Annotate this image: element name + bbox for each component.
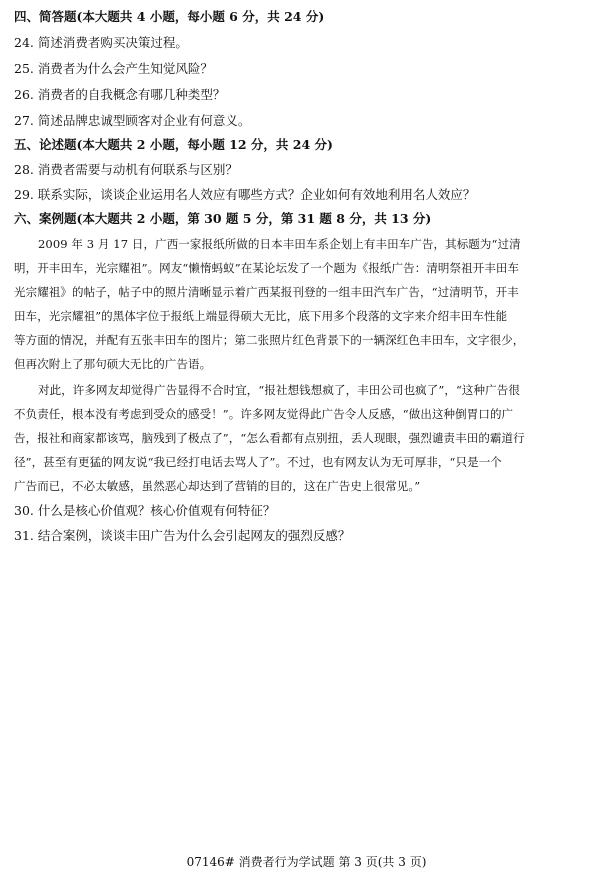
case-paragraph-1-line: 但再次附上了那句硕大无比的广告语。 xyxy=(14,357,212,371)
case-paragraph-1-line: 光宗耀祖》的帖子，帖子中的照片清晰显示着广西某报刊登的一组丰田汽车广告，“过清明节，开丰 xyxy=(14,285,519,299)
section-5-heading: 五、论述题(本大题共 2 小题，每小题 12 分，共 24 分) xyxy=(14,137,333,152)
question-31: 31. 结合案例，谈谈丰田广告为什么会引起网友的强烈反感？ xyxy=(14,528,351,543)
section-4-heading: 四、简答题(本大题共 4 小题，每小题 6 分，共 24 分) xyxy=(14,9,325,24)
case-paragraph-1-line: 田车，光宗耀祖”的黑体字位于报纸上端显得硕大无比，底下用多个段落的文字来介绍丰田车性能 xyxy=(14,309,508,323)
case-paragraph-1-line: 2009 年 3 月 17 日，广西一家报纸所做的日本丰田车系企划上有丰田车广告，其标题为“过清 xyxy=(38,237,521,251)
question-24: 24. 简述消费者购买决策过程。 xyxy=(14,35,188,50)
question-30: 30. 什么是核心价值观？核心价值观有何特征？ xyxy=(14,503,276,518)
case-paragraph-1-line: 等方面的情况，并配有五张丰田车的图片；第二张照片红色背景下的一辆深红色丰田车，文字很少， xyxy=(14,333,525,347)
case-paragraph-2-line: 对此，许多网友却觉得广告显得不合时宜，“报社想钱想疯了，丰田公司也疯了”，“这种广告很 xyxy=(38,383,520,397)
question-29: 29. 联系实际，谈谈企业运用名人效应有哪些方式？企业如何有效地利用名人效应？ xyxy=(14,187,476,202)
section-6-heading: 六、案例题(本大题共 2 小题，第 30 题 5 分，第 31 题 8 分，共 13 分) xyxy=(14,211,432,226)
question-25: 25. 消费者为什么会产生知觉风险？ xyxy=(14,61,213,76)
question-28: 28. 消费者需要与动机有何联系与区别？ xyxy=(14,162,238,177)
case-paragraph-1-line: 明，开丰田车，光宗耀祖”。网友“懒惰蚂蚁”在某论坛发了一个题为《报纸广告：清明祭祖开丰田车 xyxy=(14,261,520,275)
case-paragraph-2-line: 不负责任，根本没有考虑到受众的感受！”。许多网友觉得此广告令人反感，“做出这种倒胃口的广 xyxy=(14,407,514,421)
question-26: 26. 消费者的自我概念有哪几种类型？ xyxy=(14,87,226,102)
case-paragraph-2-line: 径”，甚至有更猛的网友说“我已经打电话去骂人了”。不过，也有网友认为无可厚非，“只是一个 xyxy=(14,455,502,469)
question-27: 27. 简述品牌忠诚型顾客对企业有何意义。 xyxy=(14,113,251,128)
page-footer: 07146# 消费者行为学试题 第 3 页(共 3 页) xyxy=(186,855,427,869)
case-paragraph-2-line: 广告而已，不必太敏感，虽然恶心却达到了营销的目的，这在广告史上很常见。” xyxy=(14,479,421,493)
case-paragraph-2-line: 告，报社和商家都该骂，脑残到了极点了”，“怎么看都有点别扭，丢人现眼，强烈谴责丰田的霸道行 xyxy=(14,431,525,445)
